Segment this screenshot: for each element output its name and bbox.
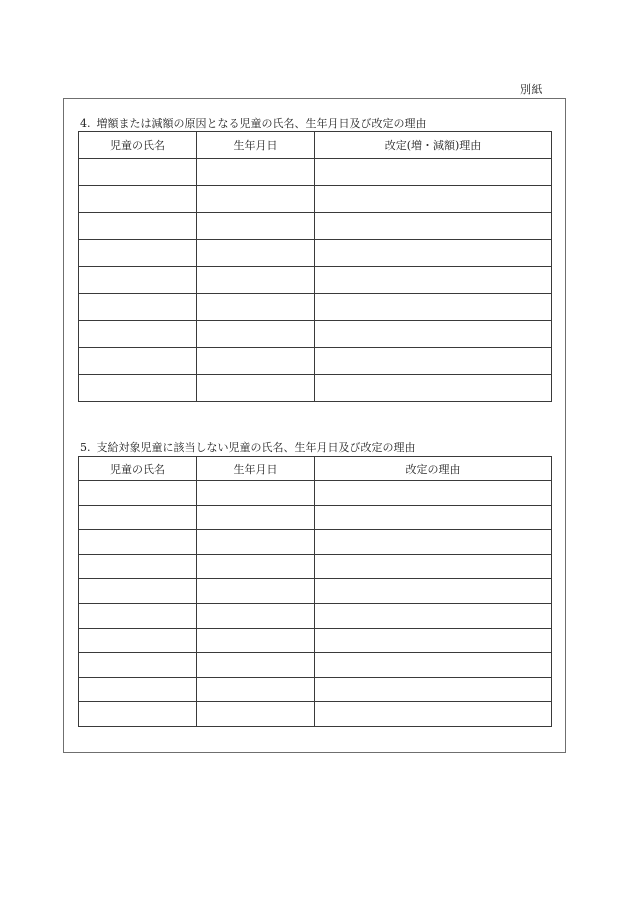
col-child-name-header: 児童の氏名 <box>79 457 197 481</box>
child-name-cell[interactable] <box>79 702 197 727</box>
birthdate-cell[interactable] <box>197 481 315 506</box>
birthdate-cell[interactable] <box>197 240 315 267</box>
child-name-cell[interactable] <box>79 348 197 375</box>
col-child-name-header: 児童の氏名 <box>79 132 197 159</box>
reason-cell[interactable] <box>315 240 552 267</box>
birthdate-cell[interactable] <box>197 213 315 240</box>
birthdate-cell[interactable] <box>197 321 315 348</box>
reason-cell[interactable] <box>315 530 552 555</box>
reason-cell[interactable] <box>315 159 552 186</box>
child-name-cell[interactable] <box>79 213 197 240</box>
table-row <box>79 375 552 402</box>
table-row <box>79 603 552 628</box>
table-row <box>79 267 552 294</box>
table-row <box>79 294 552 321</box>
child-name-cell[interactable] <box>79 240 197 267</box>
birthdate-cell[interactable] <box>197 159 315 186</box>
section-5-table <box>78 456 552 727</box>
table-row <box>79 348 552 375</box>
section-4-table <box>78 131 552 402</box>
child-name-cell[interactable] <box>79 375 197 402</box>
birthdate-cell[interactable] <box>197 653 315 678</box>
reason-cell[interactable] <box>315 348 552 375</box>
reason-cell[interactable] <box>315 702 552 727</box>
child-name-cell[interactable] <box>79 321 197 348</box>
section-5-title-text: 支給対象児童に該当しない児童の氏名、生年月日及び改定の理由 <box>96 441 416 454</box>
col-reason-header: 改定の理由 <box>315 457 552 481</box>
table-row <box>79 554 552 579</box>
birthdate-cell[interactable] <box>197 375 315 402</box>
child-name-cell[interactable] <box>79 653 197 678</box>
table-row <box>79 481 552 506</box>
reason-cell[interactable] <box>315 603 552 628</box>
birthdate-cell[interactable] <box>197 348 315 375</box>
child-name-cell[interactable] <box>79 267 197 294</box>
table-row <box>79 677 552 702</box>
reason-cell[interactable] <box>315 375 552 402</box>
reason-cell[interactable] <box>315 186 552 213</box>
reason-cell[interactable] <box>315 321 552 348</box>
reason-cell[interactable] <box>315 481 552 506</box>
birthdate-cell[interactable] <box>197 554 315 579</box>
reason-cell[interactable] <box>315 294 552 321</box>
child-name-cell[interactable] <box>79 554 197 579</box>
birthdate-cell[interactable] <box>197 267 315 294</box>
child-name-cell[interactable] <box>79 628 197 653</box>
child-name-cell[interactable] <box>79 294 197 321</box>
birthdate-cell[interactable] <box>197 628 315 653</box>
reason-cell[interactable] <box>315 653 552 678</box>
attachment-label: 別紙 <box>520 83 543 96</box>
child-name-cell[interactable] <box>79 530 197 555</box>
reason-cell[interactable] <box>315 628 552 653</box>
section-4-title-text: 増額または減額の原因となる児童の氏名、生年月日及び改定の理由 <box>96 117 427 130</box>
birthdate-cell[interactable] <box>197 579 315 604</box>
reason-cell[interactable] <box>315 554 552 579</box>
table-row <box>79 628 552 653</box>
reason-cell[interactable] <box>315 213 552 240</box>
section-4-number: 4. <box>80 117 91 130</box>
birthdate-cell[interactable] <box>197 702 315 727</box>
table-row <box>79 530 552 555</box>
section-5-title <box>80 439 416 455</box>
birthdate-cell[interactable] <box>197 294 315 321</box>
table-row <box>79 579 552 604</box>
child-name-cell[interactable] <box>79 677 197 702</box>
col-birthdate-header: 生年月日 <box>197 132 315 159</box>
table-row <box>79 653 552 678</box>
child-name-cell[interactable] <box>79 186 197 213</box>
table-row <box>79 702 552 727</box>
col-birthdate-header: 生年月日 <box>197 457 315 481</box>
reason-cell[interactable] <box>315 677 552 702</box>
table-row <box>79 321 552 348</box>
child-name-cell[interactable] <box>79 159 197 186</box>
table-row <box>79 186 552 213</box>
section-5-header-row <box>79 457 552 481</box>
birthdate-cell[interactable] <box>197 505 315 530</box>
table-row <box>79 213 552 240</box>
child-name-cell[interactable] <box>79 603 197 628</box>
birthdate-cell[interactable] <box>197 186 315 213</box>
table-row <box>79 159 552 186</box>
table-row <box>79 505 552 530</box>
section-4-header-row <box>79 132 552 159</box>
reason-cell[interactable] <box>315 579 552 604</box>
birthdate-cell[interactable] <box>197 677 315 702</box>
col-reason-header: 改定(増・減額)理由 <box>315 132 552 159</box>
section-5-number: 5. <box>80 441 91 454</box>
birthdate-cell[interactable] <box>197 603 315 628</box>
table-row <box>79 240 552 267</box>
child-name-cell[interactable] <box>79 505 197 530</box>
child-name-cell[interactable] <box>79 481 197 506</box>
reason-cell[interactable] <box>315 505 552 530</box>
birthdate-cell[interactable] <box>197 530 315 555</box>
child-name-cell[interactable] <box>79 579 197 604</box>
reason-cell[interactable] <box>315 267 552 294</box>
section-4-title <box>80 115 427 131</box>
